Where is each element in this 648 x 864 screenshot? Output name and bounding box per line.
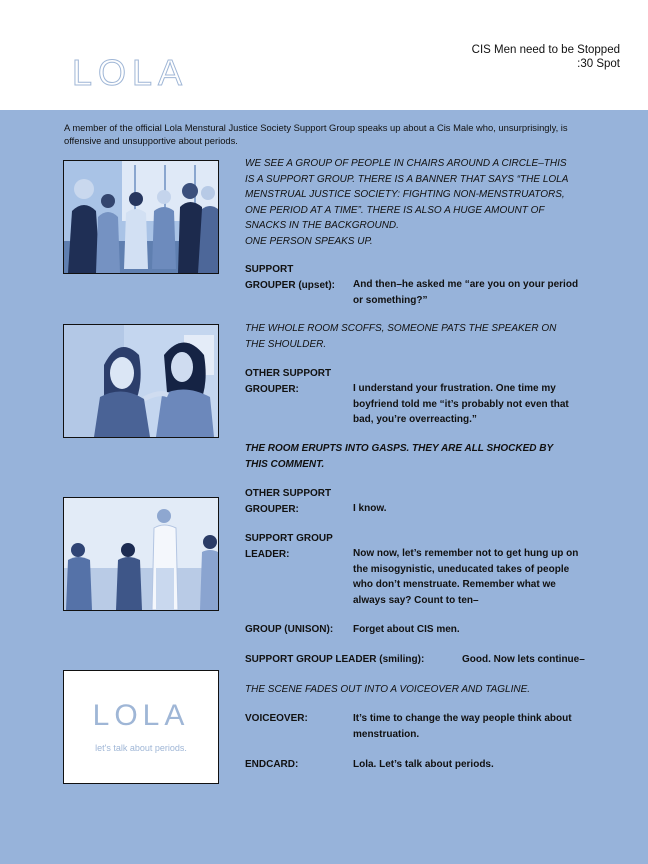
direction-2 — [245, 321, 595, 352]
dialogue-7 — [353, 711, 603, 742]
photo-comforting-friend — [63, 324, 219, 438]
speaker-2 — [245, 366, 353, 397]
speaker-line: SUPPORT GROUP — [245, 533, 333, 544]
speaker-8: ENDCARD: — [245, 759, 299, 770]
direction-line: THE SHOULDER. — [245, 338, 327, 350]
spot-length: :30 Spot — [577, 58, 620, 70]
photo-support-group-circle — [63, 160, 219, 274]
speaker-line: LEADER: — [245, 548, 290, 560]
speaker-4 — [245, 531, 353, 562]
dialogue-4 — [353, 546, 603, 608]
speaker-line: OTHER SUPPORT — [245, 368, 332, 379]
dialogue-3: I know. — [353, 503, 387, 514]
endcard-logo: LOLA — [92, 699, 190, 732]
direction-line: ONE PERIOD AT A TIME”. THERE IS ALSO A HUGE AMOUNT OF — [245, 204, 545, 216]
direction-line: WE SEE A GROUP OF PEOPLE IN CHAIRS AROUND A CIRCLE–THIS — [245, 158, 567, 169]
speaker-7: VOICEOVER: — [245, 713, 308, 724]
direction-line: THE ROOM ERUPTS INTO GASPS. THEY ARE ALL SHOCKED BY — [245, 443, 554, 454]
spot-title: CIS Men need to be Stopped — [471, 44, 620, 56]
speaker-1 — [245, 262, 353, 293]
speaker-line: OTHER SUPPORT — [245, 488, 332, 499]
direction-1 — [245, 156, 595, 249]
dialogue-line: menstruation. — [353, 728, 420, 740]
speaker-3 — [245, 486, 353, 517]
speaker-line: GROUPER: — [245, 383, 299, 395]
dialogue-line: the misogynistic, uneducated takes of people — [353, 563, 570, 575]
intro-text: A member of the official Lola Menstural Justice Society Support Group speaks up about a Cis Male who, unsurprisingly, is offensive and unsupportive about periods. — [64, 122, 568, 146]
direction-line: SNACKS IN THE BACKGROUND. — [245, 220, 399, 231]
direction-4: THE SCENE FADES OUT INTO A VOICEOVER AND TAGLINE. — [245, 684, 531, 695]
endcard-image — [63, 670, 219, 784]
dialogue-1 — [353, 277, 603, 308]
dialogue-line: It’s time to change the way people think about — [353, 713, 572, 724]
dialogue-5: Forget about CIS men. — [353, 624, 460, 635]
dialogue-line: boyfriend told me “it’s probably not even that — [353, 398, 569, 410]
dialogue-6: Good. Now lets continue– — [462, 654, 585, 665]
direction-line: MENSTRUAL JUSTICE SOCIETY: FIGHTING NON-MENSTRUATORS, — [245, 189, 565, 200]
dialogue-line: always say? Count to ten– — [353, 594, 479, 606]
dialogue-line: Now now, let’s remember not to get hung up on — [353, 548, 579, 559]
speaker-line: GROUPER: — [245, 503, 299, 515]
direction-line: IS A SUPPORT GROUP. THERE IS A BANNER THAT SAYS “THE LOLA — [245, 173, 569, 185]
direction-line: THIS COMMENT. — [245, 458, 325, 470]
dialogue-line: I understand your frustration. One time my — [353, 383, 556, 394]
endcard-tagline: let's talk about periods. — [95, 743, 187, 753]
direction-3 — [245, 441, 595, 472]
direction-line: ONE PERSON SPEAKS UP. — [245, 235, 373, 247]
speaker-line: SUPPORT — [245, 264, 294, 275]
lola-logo: LOLA — [72, 52, 189, 93]
speaker-line: GROUPER (upset): — [245, 279, 335, 291]
speaker-6: SUPPORT GROUP LEADER (smiling): — [245, 654, 425, 665]
dialogue-8: Lola. Let’s talk about periods. — [353, 759, 494, 770]
dialogue-line: or something?” — [353, 294, 428, 306]
speaker-5: GROUP (UNISON): — [245, 624, 334, 635]
header — [0, 0, 648, 110]
dialogue-line: bad, you’re overreacting.” — [353, 414, 477, 425]
dialogue-line: And then–he asked me “are you on your period — [353, 279, 579, 290]
direction-line: THE WHOLE ROOM SCOFFS, SOMEONE PATS THE SPEAKER ON — [245, 323, 557, 334]
photo-standing-speaker — [63, 497, 219, 611]
spot-info — [472, 43, 620, 71]
dialogue-line: who don’t menstruate. Remember what we — [353, 579, 556, 590]
dialogue-2 — [353, 381, 603, 428]
